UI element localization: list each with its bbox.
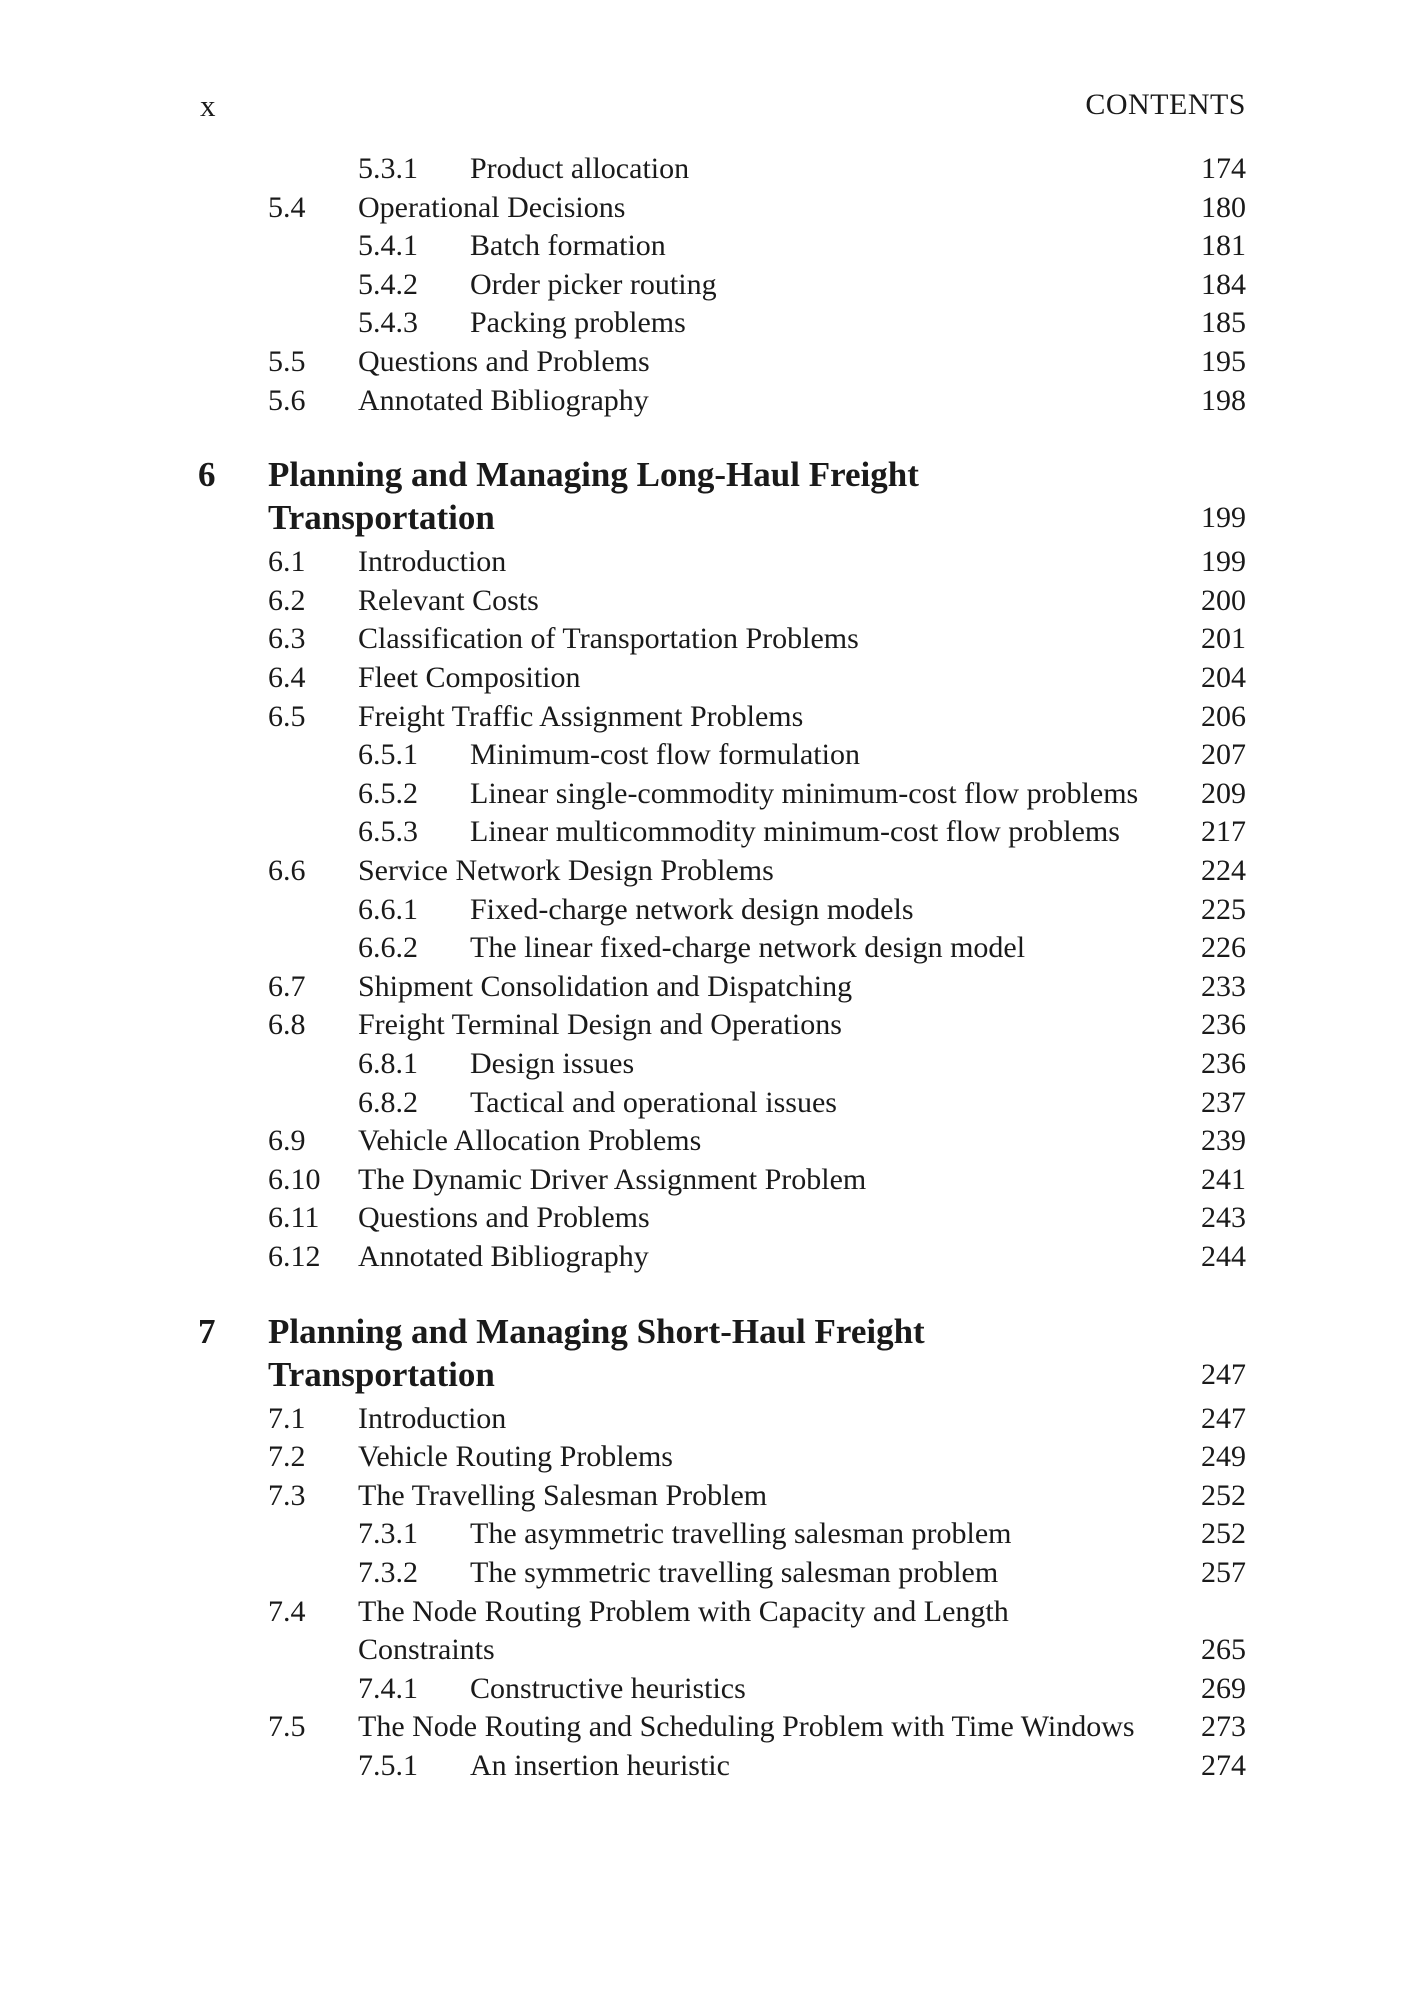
entry-page: 273 bbox=[1201, 1710, 1246, 1744]
toc-row[interactable] bbox=[0, 226, 1404, 266]
entry-number: 6.12 bbox=[268, 1240, 321, 1273]
entry-number: 6.5.3 bbox=[358, 815, 418, 849]
toc-row[interactable] bbox=[0, 1005, 1404, 1045]
entry-number: 5.4.2 bbox=[358, 267, 418, 301]
entry-page: 174 bbox=[1201, 152, 1246, 185]
toc-row[interactable] bbox=[0, 265, 1404, 305]
entry-title: Transportation bbox=[268, 1354, 495, 1394]
entry-page: 233 bbox=[1201, 969, 1246, 1003]
entry-title: Linear multicommodity minimum-cost flow problems bbox=[470, 815, 1120, 849]
entry-number: 7.1 bbox=[268, 1401, 306, 1435]
entry-title: Planning and Managing Long-Haul Freight bbox=[268, 455, 919, 495]
entry-title: Operational Decisions bbox=[358, 190, 626, 224]
toc-row[interactable] bbox=[0, 890, 1404, 930]
entry-title: The Node Routing Problem with Capacity and Length bbox=[358, 1594, 1009, 1628]
toc-row[interactable] bbox=[0, 1630, 1404, 1670]
entry-number: 6.6.2 bbox=[358, 931, 418, 965]
toc-row[interactable] bbox=[0, 303, 1404, 343]
entry-number: 7.3.2 bbox=[358, 1556, 418, 1589]
toc-row[interactable] bbox=[0, 735, 1404, 775]
toc-chapter-row[interactable] bbox=[0, 452, 1404, 498]
entry-number: 7 bbox=[198, 1311, 216, 1351]
toc-row[interactable] bbox=[0, 1669, 1404, 1709]
entry-title: The Node Routing and Scheduling Problem with Time Windows bbox=[358, 1710, 1135, 1744]
entry-page: 226 bbox=[1201, 931, 1246, 965]
entry-title: Vehicle Allocation Problems bbox=[358, 1124, 702, 1158]
entry-page: 274 bbox=[1201, 1749, 1246, 1782]
entry-page: 257 bbox=[1201, 1556, 1246, 1589]
entry-title: Fixed-charge network design models bbox=[470, 892, 914, 926]
entry-number: 7.4 bbox=[268, 1594, 306, 1628]
toc-row[interactable] bbox=[0, 619, 1404, 659]
entry-title: Order picker routing bbox=[470, 267, 717, 301]
entry-title: Product allocation bbox=[470, 152, 690, 185]
toc-row[interactable] bbox=[0, 697, 1404, 737]
entry-number: 7.5 bbox=[268, 1710, 306, 1744]
toc-row[interactable] bbox=[0, 542, 1404, 582]
toc-row[interactable] bbox=[0, 1746, 1404, 1786]
entry-page: 199 bbox=[1201, 501, 1246, 535]
toc-chapter-row[interactable] bbox=[0, 1309, 1404, 1355]
entry-page: 236 bbox=[1201, 1008, 1246, 1042]
entry-number: 6.4 bbox=[268, 661, 306, 694]
toc-row[interactable] bbox=[0, 1198, 1404, 1238]
entry-number: 6.5 bbox=[268, 699, 306, 733]
entry-title: Questions and Problems bbox=[358, 345, 650, 378]
entry-title: Freight Traffic Assignment Problems bbox=[358, 699, 804, 733]
entry-page: 237 bbox=[1201, 1085, 1246, 1119]
entry-number: 6.6 bbox=[268, 854, 306, 887]
entry-number: 6.3 bbox=[268, 622, 306, 656]
entry-number: 5.3.1 bbox=[358, 152, 418, 185]
running-title: CONTENTS bbox=[1085, 88, 1246, 121]
entry-number: 7.5.1 bbox=[358, 1749, 418, 1782]
entry-page: 195 bbox=[1201, 345, 1246, 378]
entry-number: 6.8.1 bbox=[358, 1047, 418, 1080]
entry-title: The Dynamic Driver Assignment Problem bbox=[358, 1162, 867, 1196]
entry-number: 6.7 bbox=[268, 969, 306, 1003]
entry-page: 200 bbox=[1201, 583, 1246, 617]
toc-row[interactable] bbox=[0, 1476, 1404, 1516]
entry-number: 5.4.1 bbox=[358, 229, 418, 263]
entry-title: Fleet Composition bbox=[358, 661, 581, 694]
entry-title: Constraints bbox=[358, 1633, 495, 1667]
entry-number: 7.2 bbox=[268, 1440, 306, 1474]
toc-row[interactable] bbox=[0, 1237, 1404, 1277]
entry-number: 6.1 bbox=[268, 545, 306, 579]
entry-number: 6.2 bbox=[268, 583, 306, 617]
entry-number: 5.4.3 bbox=[358, 306, 418, 340]
entry-number: 6.5.2 bbox=[358, 776, 418, 810]
entry-number: 7.4.1 bbox=[358, 1671, 418, 1705]
entry-number: 6.8.2 bbox=[358, 1085, 418, 1119]
entry-page: 201 bbox=[1201, 622, 1246, 656]
toc-row[interactable] bbox=[0, 1553, 1404, 1593]
toc-row[interactable] bbox=[0, 774, 1404, 814]
entry-number: 6.9 bbox=[268, 1124, 306, 1158]
entry-number: 6.11 bbox=[268, 1201, 320, 1235]
entry-page: 184 bbox=[1201, 267, 1246, 301]
toc-row[interactable] bbox=[0, 1707, 1404, 1747]
entry-page: 198 bbox=[1201, 383, 1246, 417]
entry-title: Introduction bbox=[358, 545, 507, 579]
entry-title: Packing problems bbox=[470, 306, 686, 340]
entry-title: Annotated Bibliography bbox=[358, 1240, 649, 1273]
entry-page: 207 bbox=[1201, 738, 1246, 772]
entry-page: 185 bbox=[1201, 306, 1246, 340]
entry-page: 199 bbox=[1201, 545, 1246, 579]
entry-title: Annotated Bibliography bbox=[358, 383, 649, 417]
entry-title: Classification of Transportation Problems bbox=[358, 622, 859, 656]
toc-row[interactable] bbox=[0, 188, 1404, 228]
entry-page: 269 bbox=[1201, 1671, 1246, 1705]
toc-row[interactable] bbox=[0, 149, 1404, 189]
entry-page: 265 bbox=[1201, 1633, 1246, 1667]
entry-page: 181 bbox=[1201, 229, 1246, 263]
entry-title: Freight Terminal Design and Operations bbox=[358, 1008, 842, 1042]
entry-number: 6.6.1 bbox=[358, 892, 418, 926]
toc-row[interactable] bbox=[0, 581, 1404, 621]
entry-page: 180 bbox=[1201, 190, 1246, 224]
entry-number: 6.8 bbox=[268, 1008, 306, 1042]
entry-title: Shipment Consolidation and Dispatching bbox=[358, 969, 853, 1003]
toc-row[interactable] bbox=[0, 1044, 1404, 1084]
entry-number: 7.3 bbox=[268, 1478, 306, 1512]
entry-page: 249 bbox=[1201, 1440, 1246, 1474]
toc-row[interactable] bbox=[0, 1437, 1404, 1477]
toc-row[interactable] bbox=[0, 851, 1404, 891]
entry-page: 247 bbox=[1201, 1401, 1246, 1435]
entry-page: 243 bbox=[1201, 1201, 1246, 1235]
entry-title: The linear fixed-charge network design model bbox=[470, 931, 1026, 965]
entry-page: 236 bbox=[1201, 1047, 1246, 1080]
entry-title: Constructive heuristics bbox=[470, 1671, 746, 1705]
toc-row[interactable] bbox=[0, 342, 1404, 382]
toc-chapter-row[interactable] bbox=[0, 1352, 1404, 1398]
entry-page: 241 bbox=[1201, 1162, 1246, 1196]
entry-page: 217 bbox=[1201, 815, 1246, 849]
toc-row[interactable] bbox=[0, 1160, 1404, 1200]
toc-row[interactable] bbox=[0, 1121, 1404, 1161]
toc-row[interactable] bbox=[0, 928, 1404, 968]
entry-title: Planning and Managing Short-Haul Freight bbox=[268, 1311, 925, 1351]
entry-title: The symmetric travelling salesman problem bbox=[470, 1556, 999, 1589]
toc-row[interactable] bbox=[0, 1514, 1404, 1554]
toc-row[interactable] bbox=[0, 658, 1404, 698]
entry-page: 239 bbox=[1201, 1124, 1246, 1158]
toc-row[interactable] bbox=[0, 1592, 1404, 1632]
entry-page: 252 bbox=[1201, 1517, 1246, 1551]
entry-title: Transportation bbox=[268, 498, 495, 538]
entry-title: Service Network Design Problems bbox=[358, 854, 774, 887]
entry-page: 206 bbox=[1201, 699, 1246, 733]
entry-number: 5.4 bbox=[268, 190, 306, 224]
entry-number: 7.3.1 bbox=[358, 1517, 418, 1551]
entry-title: Minimum-cost flow formulation bbox=[470, 738, 860, 772]
entry-page: 204 bbox=[1201, 661, 1246, 694]
entry-title: Design issues bbox=[470, 1047, 635, 1080]
entry-title: Relevant Costs bbox=[358, 583, 539, 617]
entry-number: 6.5.1 bbox=[358, 738, 418, 772]
entry-title: Introduction bbox=[358, 1401, 507, 1435]
entry-page: 224 bbox=[1201, 854, 1246, 887]
entry-number: 5.6 bbox=[268, 383, 306, 417]
page-number: x bbox=[200, 88, 216, 123]
entry-number: 6 bbox=[198, 455, 216, 495]
entry-page: 244 bbox=[1201, 1240, 1246, 1273]
toc-row[interactable] bbox=[0, 967, 1404, 1007]
entry-title: Batch formation bbox=[470, 229, 666, 263]
entry-title: The Travelling Salesman Problem bbox=[358, 1478, 768, 1512]
entry-number: 6.10 bbox=[268, 1162, 321, 1196]
entry-title: Linear single-commodity minimum-cost flow problems bbox=[470, 776, 1139, 810]
entry-page: 209 bbox=[1201, 776, 1246, 810]
entry-page: 225 bbox=[1201, 892, 1246, 926]
entry-title: Questions and Problems bbox=[358, 1201, 650, 1235]
entry-page: 247 bbox=[1201, 1357, 1246, 1391]
entry-page: 252 bbox=[1201, 1478, 1246, 1512]
toc-chapter-row[interactable] bbox=[0, 495, 1404, 541]
entry-title: Tactical and operational issues bbox=[470, 1085, 837, 1119]
toc-row[interactable] bbox=[0, 381, 1404, 421]
entry-title: The asymmetric travelling salesman problem bbox=[470, 1517, 1012, 1551]
entry-title: An insertion heuristic bbox=[470, 1749, 730, 1782]
toc-row[interactable] bbox=[0, 1399, 1404, 1439]
entry-number: 5.5 bbox=[268, 345, 306, 378]
toc-row[interactable] bbox=[0, 812, 1404, 852]
toc-row[interactable] bbox=[0, 1083, 1404, 1123]
entry-title: Vehicle Routing Problems bbox=[358, 1440, 673, 1474]
